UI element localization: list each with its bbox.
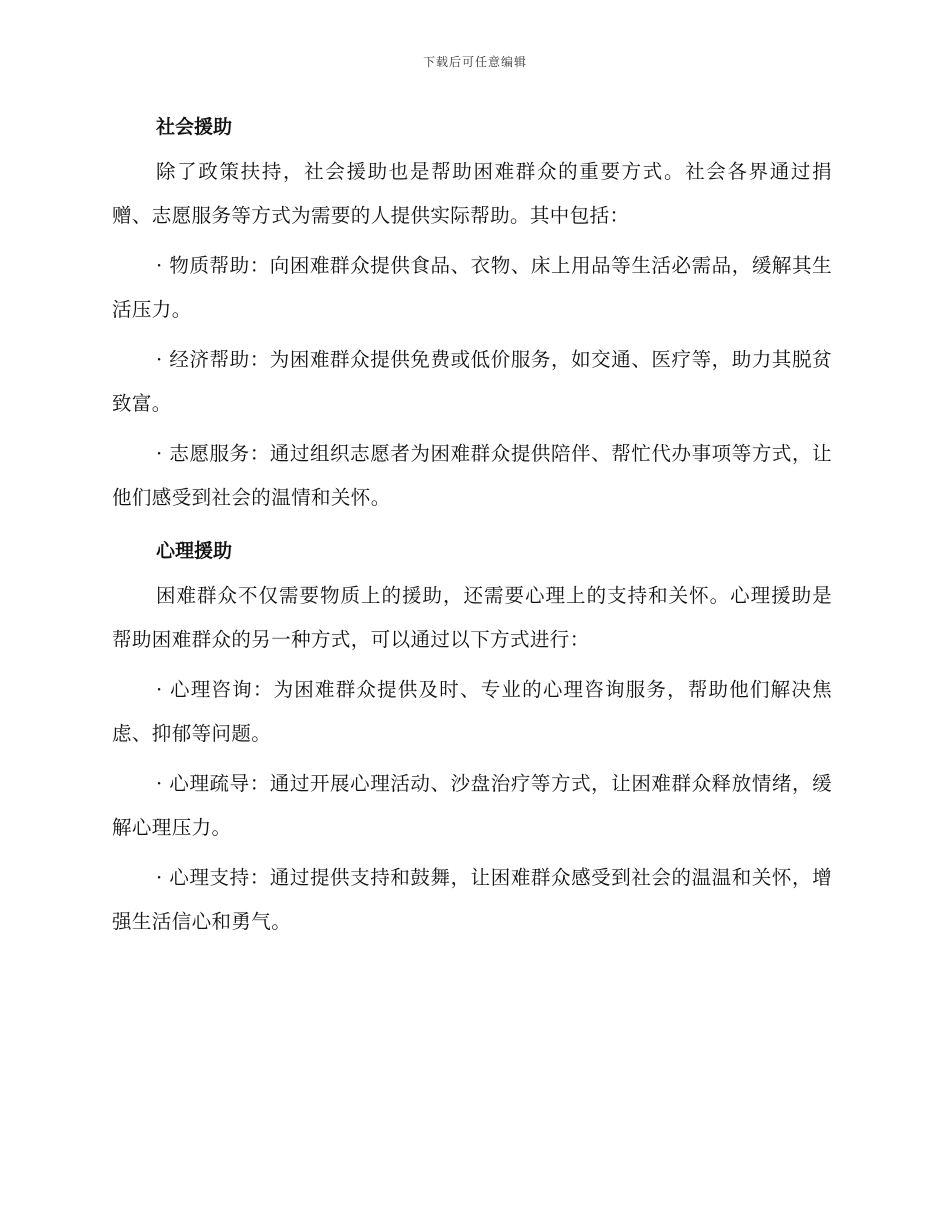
section-intro: 除了政策扶持，社会援助也是帮助困难群众的重要方式。社会各界通过捐赠、志愿服务等方式为需要的人提供实际帮助。其中包括： (112, 160, 832, 227)
section-heading: 心理援助 (156, 540, 233, 562)
page-header-note: 下载后可任意编辑 (422, 55, 527, 69)
list-item: · 心理支持：通过提供支持和鼓舞，让困难群众感受到社会的温温和关怀，增强生活信心和勇气。 (112, 866, 832, 933)
section-heading: 社会援助 (156, 116, 233, 138)
list-item: · 心理疏导：通过开展心理活动、沙盘治疗等方式，让困难群众释放情绪，缓解心理压力。 (112, 772, 832, 839)
section-social-aid (112, 110, 832, 520)
section-psychological-aid (112, 534, 832, 944)
list-item: · 经济帮助：为困难群众提供免费或低价服务，如交通、医疗等，助力其脱贫致富。 (112, 348, 832, 415)
document-body (112, 110, 832, 944)
list-item: · 心理咨询：为困难群众提供及时、专业的心理咨询服务，帮助他们解决焦虑、抑郁等问题。 (112, 678, 832, 745)
list-item: · 志愿服务：通过组织志愿者为困难群众提供陪伴、帮忙代办事项等方式，让他们感受到社会的温情和关怀。 (112, 442, 832, 509)
section-intro: 困难群众不仅需要物质上的援助，还需要心理上的支持和关怀。心理援助是帮助困难群众的另一种方式，可以通过以下方式进行： (112, 584, 832, 651)
list-item: · 物质帮助：向困难群众提供食品、衣物、床上用品等生活必需品，缓解其生活压力。 (112, 254, 832, 321)
